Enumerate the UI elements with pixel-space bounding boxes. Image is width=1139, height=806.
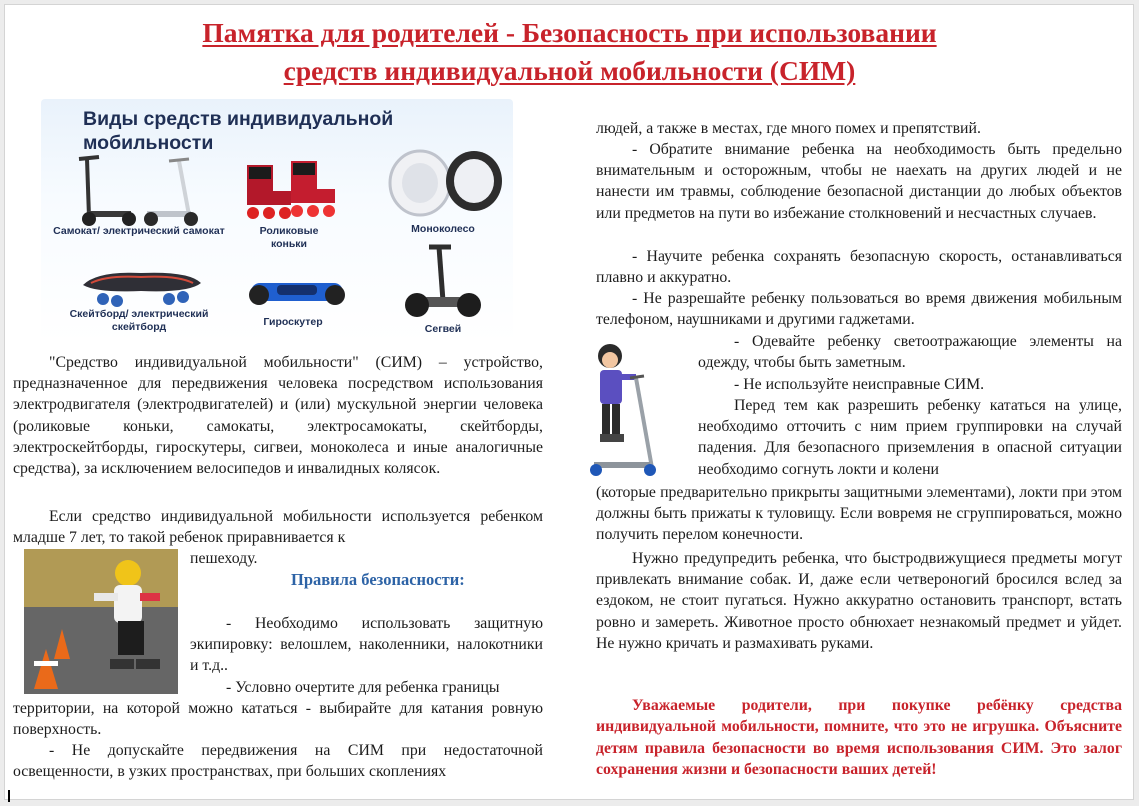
monowheel-icon xyxy=(386,147,506,219)
grouping-advice-rest: (которые предварительно прикрыты защитными элементами), локти при этом должны быть прижаты к туловищу. Если вовремя не сгруппироваться, можно получить перелом конечности. xyxy=(596,484,1122,544)
infographic-label-gyroscooter: Гироскутер xyxy=(263,316,323,328)
sim-types-infographic xyxy=(41,99,513,343)
roller-skates-icon xyxy=(237,157,347,223)
safety-rules-heading: Правила безопасности: xyxy=(291,570,465,589)
rule-reflectors: - Одевайте ребенку светоотражающие элементы на одежду, чтобы быть заметным. xyxy=(698,333,1122,372)
rule-safe-speed: - Научите ребенка сохранять безопасную скорость, останавливаться плавно и аккуратно. xyxy=(596,248,1122,287)
gyroscooter-icon xyxy=(247,273,347,313)
child-rule-end: пешеходу. xyxy=(190,550,258,567)
rule-territory-start: - Условно очертите для ребенка границы xyxy=(226,679,500,696)
skateboard-icon xyxy=(77,263,207,311)
infographic-label-scooter: Самокат/ электрический самокат xyxy=(53,225,225,237)
text-cursor xyxy=(8,790,10,802)
rule-faulty-sim: - Не используйте неисправные СИМ. xyxy=(734,376,985,393)
rule-no-gadgets: - Не разрешайте ребенку пользоваться во время движения мобильным телефоном, наушниками и другими гаджетами. xyxy=(596,290,1122,329)
infographic-label-segway: Сегвей xyxy=(424,323,462,335)
boy-on-scooter-photo xyxy=(586,340,666,480)
infographic-label-skateboard: Скейтборд/ электрический скейтборд xyxy=(69,308,209,333)
child-rollerskating-photo xyxy=(24,549,178,694)
rule-territory-rest: территории, на которой можно кататься - выбирайте для катания ровную поверхность. xyxy=(13,700,543,739)
child-rule-paragraph: Если средство индивидуальной мобильности используется ребенком младше 7 лет, то такой ребенок приравнивается к xyxy=(13,508,543,547)
title-line-1: Памятка для родителей - Безопасность при использовании xyxy=(202,17,937,48)
sim-definition-paragraph: "Средство индивидуальной мобильности" (СИМ) – устройство, предназначенное для передвижения человека посредством использования электродвигателя (электродвигателей) и (или) мускульной энергии человека (роликовые коньки, самокаты, электросамокаты, скейтборды, электроскейтборды, гироскутеры, сигвеи, моноколеса и иные аналогичные средства), за исключением велосипедов и инвалидных колясок. xyxy=(13,354,543,478)
rule-lighting-continued: людей, а также в местах, где много помех и препятствий. xyxy=(596,120,981,137)
infographic-label-monowheel: Моноколесо xyxy=(411,223,475,235)
grouping-advice-start: Перед тем как разрешить ребенку кататься на улице, необходимо отточить с ним прием группировки на случай падения. Для безопасного приземления в опасной ситуации необходимо согнуть локти и колени xyxy=(698,397,1122,478)
infographic-heading: Виды средств индивидуальной мобильности xyxy=(83,108,394,154)
rule-attention: - Обратите внимание ребенка на необходимость быть предельно внимательным и осторожным, чтобы не наехать на других людей и не нанести им травмы, соблюдение безопасной дистанции до любых объектов или предметов на пути во избежание столкновений и несчастных случаев. xyxy=(596,141,1122,222)
dogs-advice-paragraph: Нужно предупредить ребенка, что быстродвижущиеся предметы могут привлекать внимание собак. И, даже если четвероногий бросился вслед за ездоком, не стоит пугаться. Нужно аккуратно остановить транспорт, встать ровно и замереть. Животное просто обнюхает незнакомый предмет и уйдет. Не нужно кричать и размахивать руками. xyxy=(596,550,1122,652)
scooter-icon xyxy=(69,151,219,231)
infographic-label-skates: Роликовые коньки xyxy=(259,225,319,250)
page-title xyxy=(0,14,1139,90)
segway-icon xyxy=(403,239,483,321)
rule-protective-gear: - Необходимо использовать защитную экипировку: велошлем, наколенники, налокотники и т.д.. xyxy=(190,615,543,675)
title-line-2: средств индивидуальной мобильности (СИМ) xyxy=(283,55,856,86)
rule-lighting: - Не допускайте передвижения на СИМ при недостаточной освещенности, в узких пространствах, при больших скоплениях xyxy=(13,742,543,781)
parents-appeal-paragraph: Уважаемые родители, при покупке ребёнку средства индивидуальной мобильности, помните, что это не игрушка. Объясните детям правила безопасности во время использования СИМ. Это залог сохранения жизни и безопасности ваших детей! xyxy=(596,696,1122,779)
